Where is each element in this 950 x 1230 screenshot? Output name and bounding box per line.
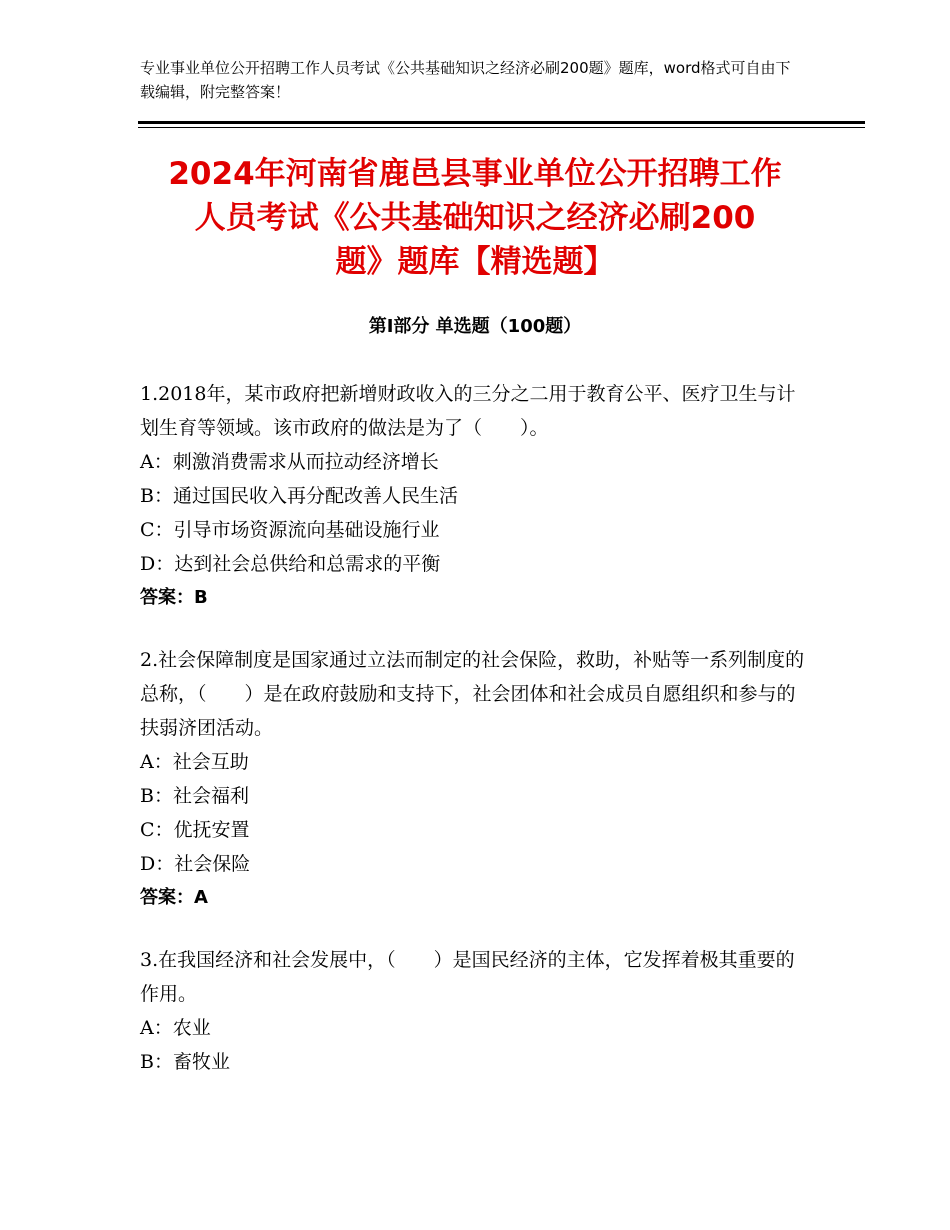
- title-line: 题》题库【精选题】: [335, 244, 615, 280]
- option-b: B：社会福利: [140, 785, 249, 807]
- option-b: B：通过国民收入再分配改善人民生活: [140, 485, 458, 507]
- question-list: [140, 377, 810, 1107]
- question-stem: 3.在我国经济和社会发展中，（ ）是国民经济的主体，它发挥着极其重要的作用。: [140, 949, 795, 1005]
- question-3: [140, 943, 810, 1079]
- title-line: 2024年河南省鹿邑县事业单位公开招聘工作: [168, 156, 782, 192]
- document-title: [100, 152, 850, 284]
- question-stem: 1.2018年，某市政府把新增财政收入的三分之二用于教育公平、医疗卫生与计划生育等领域。该市政府的做法是为了（ ）。: [140, 383, 796, 439]
- option-a: A：社会互助: [140, 751, 249, 773]
- answer: 答案：A: [140, 887, 208, 908]
- option-b: B：畜牧业: [140, 1051, 230, 1073]
- option-c: C：引导市场资源流向基础设施行业: [140, 519, 440, 541]
- option-c: C：优抚安置: [140, 819, 250, 841]
- section-heading: 第Ⅰ部分 单选题（100题）: [368, 316, 582, 337]
- option-a: A：农业: [140, 1017, 211, 1039]
- option-d: D：社会保险: [140, 853, 251, 875]
- option-a: A：刺激消费需求从而拉动经济增长: [140, 451, 439, 473]
- question-2: [140, 643, 810, 915]
- header-rule-thin: [138, 127, 865, 128]
- title-line: 人员考试《公共基础知识之经济必刷200: [194, 200, 756, 236]
- question-1: [140, 377, 810, 615]
- question-stem: 2.社会保障制度是国家通过立法而制定的社会保险，救助，补贴等一系列制度的总称，（ ）是在政府鼓励和支持下，社会团体和社会成员自愿组织和参与的扶弱济团活动。: [140, 649, 805, 739]
- header-note: 专业事业单位公开招聘工作人员考试《公共基础知识之经济必刷200题》题库，word格式可自由下载编辑，附完整答案！: [140, 59, 791, 101]
- header-rule-thick: [138, 121, 865, 124]
- option-d: D：达到社会总供给和总需求的平衡: [140, 553, 441, 575]
- answer: 答案：B: [140, 587, 208, 608]
